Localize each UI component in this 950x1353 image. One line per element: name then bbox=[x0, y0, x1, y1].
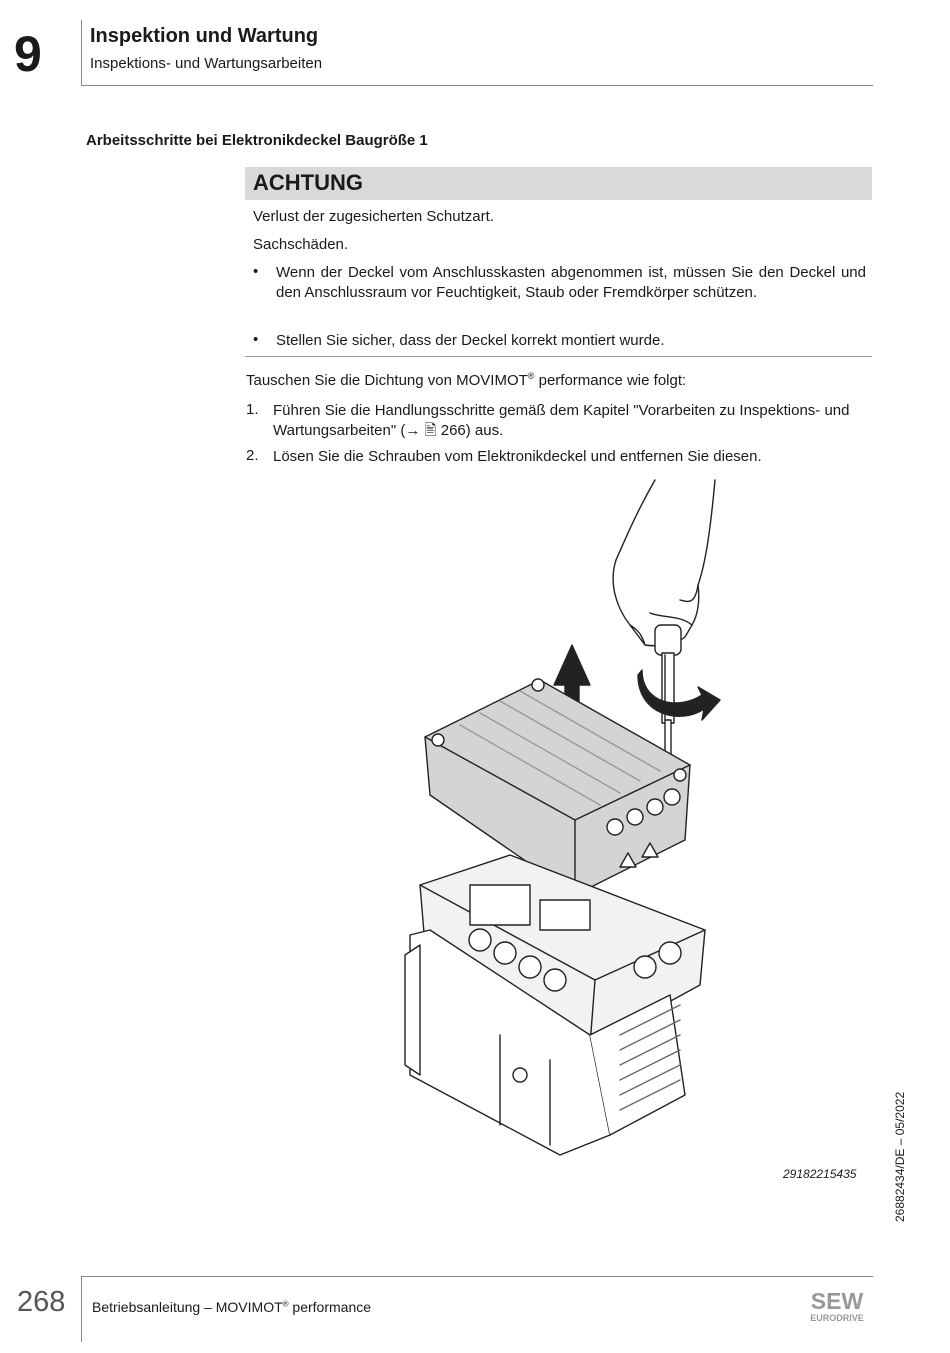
page-number: 268 bbox=[17, 1286, 66, 1318]
warning-line-2: Sachschäden. bbox=[253, 236, 349, 253]
warning-line-1: Verlust der zugesicherten Schutzart. bbox=[253, 208, 494, 225]
warning-title: ACHTUNG bbox=[253, 170, 363, 195]
step-text: Führen Sie die Handlungsschritte gemäß dem Kapitel "Vorarbeiten zu Inspektions- und Wartungsarbeiten" (→ 🖹 266) aus. bbox=[273, 402, 850, 439]
bullet-marker: • bbox=[253, 263, 259, 280]
step-number: 1. bbox=[246, 401, 259, 418]
figure-id: 29182215435 bbox=[783, 1167, 857, 1181]
header-divider-horizontal bbox=[81, 85, 873, 86]
chapter-number: 9 bbox=[14, 26, 42, 82]
warning-bullet-1: Wenn der Deckel vom Anschlusskasten abgenommen ist, müssen Sie den Deckel und den Anschlussraum vor Feuchtigkeit, Staub oder Fremdkörper schützen. bbox=[276, 264, 866, 301]
warning-separator bbox=[245, 356, 872, 357]
chapter-title: Inspektion und Wartung bbox=[90, 25, 319, 47]
step-text: Lösen Sie die Schrauben vom Elektronikdeckel und entfernen Sie diesen. bbox=[273, 448, 762, 465]
footer-divider-horizontal bbox=[81, 1276, 873, 1277]
sew-eurodrive-logo bbox=[800, 1288, 874, 1326]
chapter-subtitle: Inspektions- und Wartungsarbeiten bbox=[90, 55, 323, 72]
hand-illustration bbox=[613, 480, 715, 646]
footer-doc-title: Betriebsanleitung – MOVIMOT® performance bbox=[92, 1299, 372, 1315]
svg-text:SEW: SEW bbox=[810, 1288, 864, 1314]
electronic-cover-illustration bbox=[425, 679, 690, 895]
footer-divider-vertical bbox=[81, 1276, 82, 1342]
svg-text:EURODRIVE: EURODRIVE bbox=[810, 1313, 864, 1323]
step-number: 2. bbox=[246, 447, 259, 464]
side-document-id: 26882434/DE – 05/2022 bbox=[893, 1091, 907, 1222]
section-heading: Arbeitsschritte bei Elektronikdeckel Baugröße 1 bbox=[86, 132, 428, 149]
warning-bullet-2: Stellen Sie sicher, dass der Deckel korrekt montiert wurde. bbox=[276, 332, 665, 349]
rotation-arrow-icon bbox=[638, 670, 720, 720]
intro-text: Tauschen Sie die Dichtung von MOVIMOT® performance wie folgt: bbox=[246, 371, 687, 389]
figure-cover-removal bbox=[380, 475, 740, 1165]
bullet-marker: • bbox=[253, 331, 259, 348]
header-divider-vertical bbox=[81, 20, 82, 86]
warning-banner bbox=[245, 167, 872, 200]
